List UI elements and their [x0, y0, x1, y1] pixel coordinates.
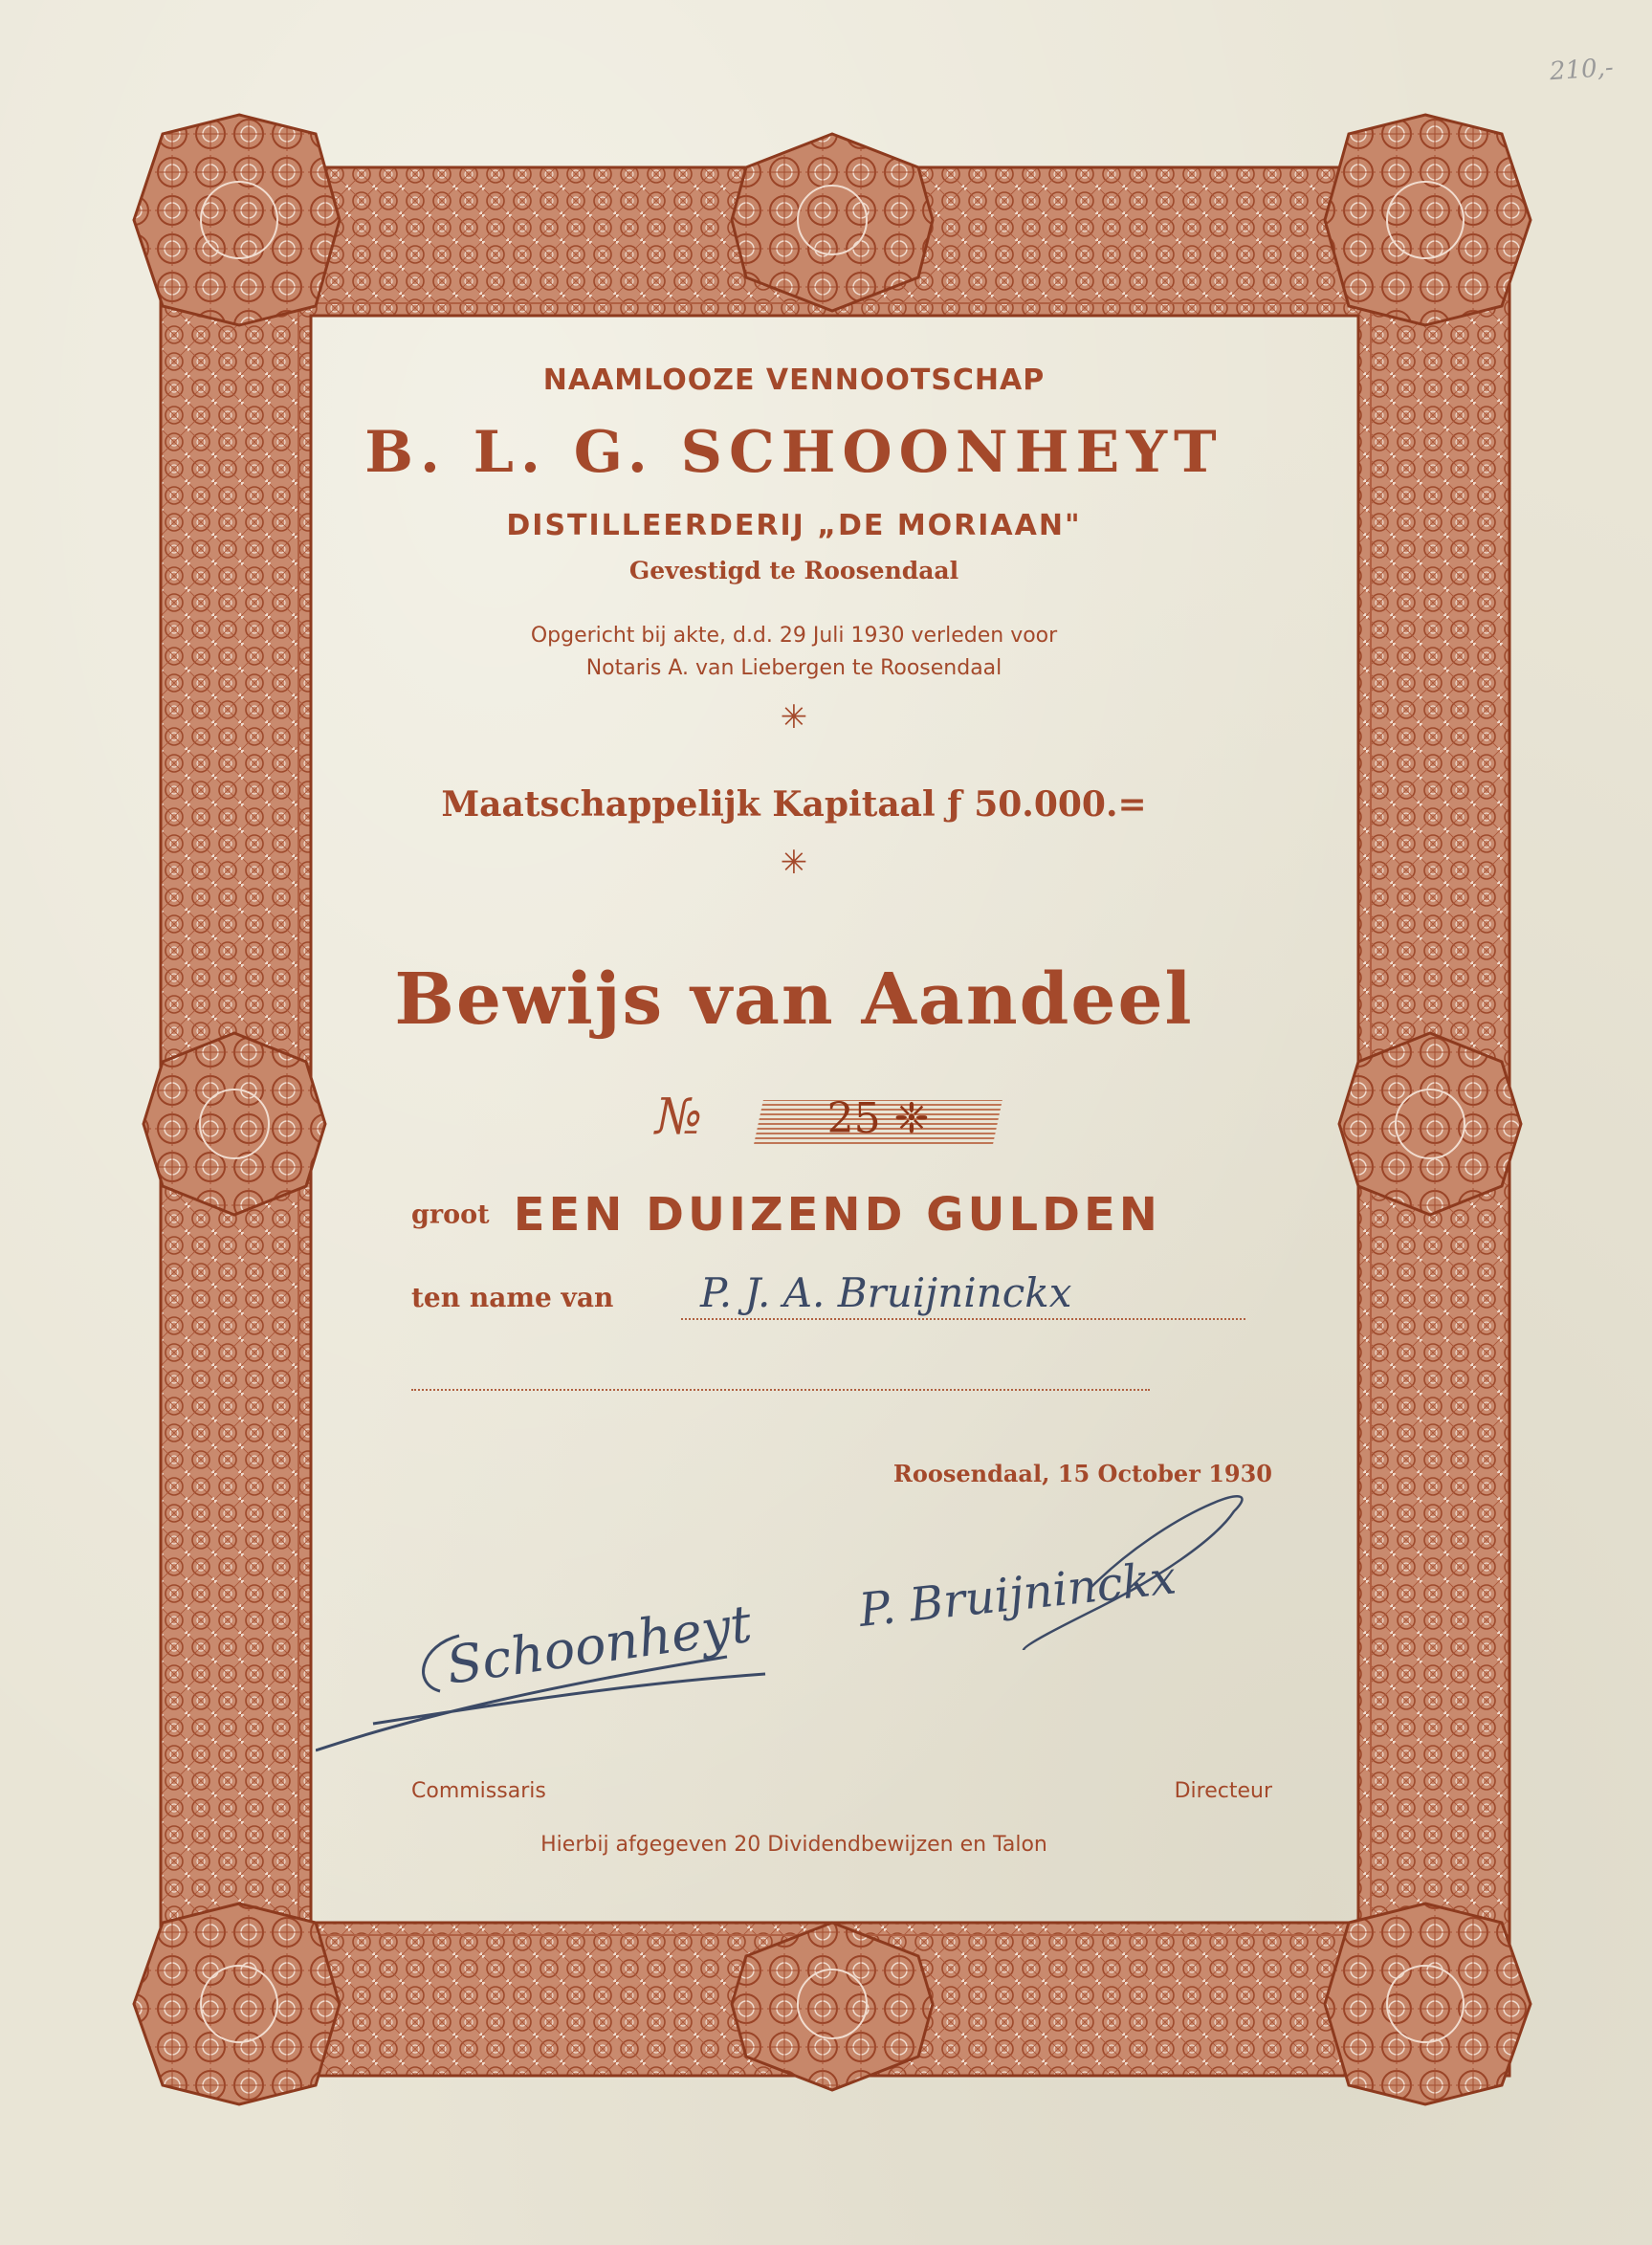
- signature-commissaris: [316, 1578, 851, 1760]
- groot-label: groot: [411, 1200, 490, 1230]
- owner-label: ten name van: [411, 1282, 614, 1313]
- signature-right-text: P. Bruijninckx: [856, 1551, 1179, 1638]
- share-capital: Maatschappelijk Kapitaal ƒ 50.000.=: [441, 784, 1147, 825]
- coupon-note: Hierbij afgegeven 20 Dividendbewijzen en Talon: [540, 1833, 1047, 1857]
- signatory-commissaris: Commissaris: [411, 1779, 546, 1803]
- legal-form: NAAMLOOZE VENNOOTSCHAP: [542, 363, 1046, 397]
- company-name: B. L. G. SCHOONHEYT: [364, 419, 1223, 486]
- distillery-name: DISTILLEERDERIJ „DE MORIAAN": [506, 509, 1082, 542]
- star-ornament: ✳: [780, 844, 808, 882]
- blank-dotted-line: [411, 1389, 1150, 1391]
- pencil-note: 210,-: [1549, 53, 1615, 87]
- star-ornament: ✳: [780, 698, 808, 737]
- founding-line-2: Notaris A. van Liebergen te Roosendaal: [585, 656, 1002, 680]
- owner-name: P. J. A. Bruijninckx: [700, 1269, 1072, 1316]
- denomination: EEN DUIZEND GULDEN: [513, 1188, 1161, 1242]
- owner-row: [411, 1269, 1272, 1316]
- certificate-number-row: [655, 1089, 1000, 1146]
- owner-dotted-line: [681, 1318, 1245, 1320]
- signature-left-text: Schoonheyt: [443, 1593, 756, 1696]
- owner-handwriting: [681, 1261, 1255, 1322]
- signatory-directeur: Directeur: [1174, 1779, 1272, 1803]
- signature-directeur: [851, 1473, 1272, 1703]
- founding-line-1: Opgericht bij akte, d.d. 29 Juli 1930 verleden voor: [530, 624, 1058, 648]
- certificate-title: Bewijs van Aandeel: [394, 958, 1194, 1041]
- number-label: №: [655, 1089, 703, 1146]
- issue-date: Roosendaal, 15 October 1930: [892, 1460, 1272, 1487]
- denomination-row: [411, 1188, 1272, 1242]
- company-seat: Gevestigd te Roosendaal: [628, 557, 959, 584]
- certificate-number: 25 ❈: [826, 1094, 930, 1143]
